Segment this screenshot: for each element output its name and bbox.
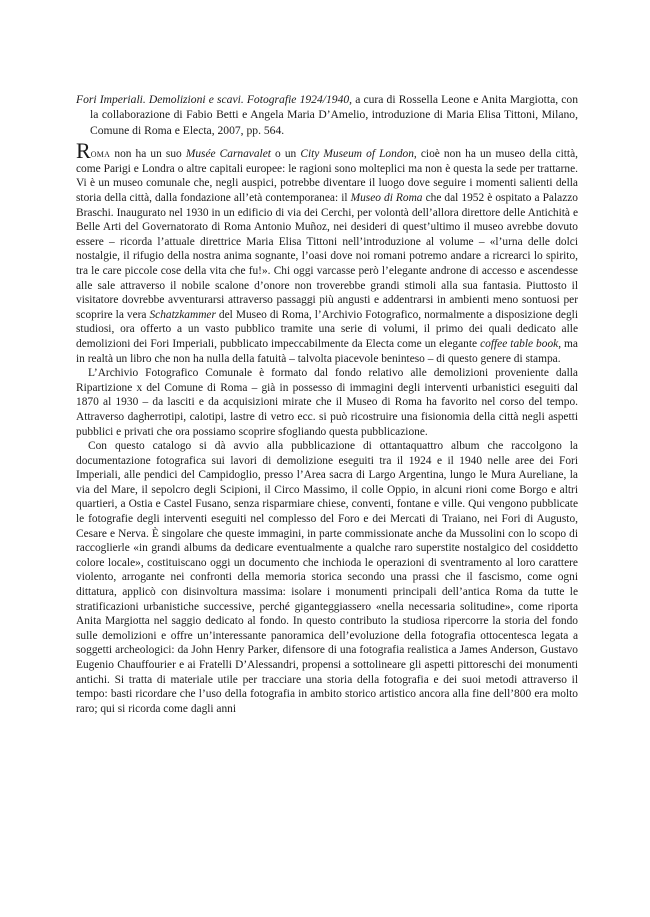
text-run: del Museo di Roma, l’Archivio Fotografico, normalmente a disposizione degli studiosi, ora offerto a un vasto pubblico tramite una serie di volumi, il primo dei quali dedicato alle demolizioni dei Fori Imperiali, pubblicato impeccabilmente da Electa come un elegante xyxy=(76,308,578,350)
drop-cap: R xyxy=(76,138,91,164)
italic-run: City Museum of London xyxy=(300,148,414,161)
italic-run: Musée Carnavalet xyxy=(185,148,271,161)
citation-details: , a cura di Rossella Leone e Anita Margiotta, con la collaborazione di Fabio Betti e Angela Maria D’Amelio, introduzione di Maria Elisa Tittoni, Milano, Comune di Roma e Electa, 2007, pp. 564. xyxy=(90,93,579,137)
text-run: che dal 1952 è ospitato a Palazzo Braschi. Inaugurato nel 1930 in un edificio di via dei Cerchi, per volontà dell’allora direttore delle Antichità e Belle Arti del Governatorato di Roma Antonio Muñoz, nei desideri di quest’ultimo il museo avrebbe dovuto essere – ricorda l’attuale direttrice Maria Elisa Tittoni nell’introduzione al volume – «l’urna delle dolci nostalgie, il rifugio della nostra anima sognante, l’oasi dove noi romani potremo andare a ricrearci lo spirito, tra le care piccole cose della vita che fu!». Chi oggi varcasse però l’elegante androne di accesso e ascendesse alle sale attraverso il nobile scalone d’onore non troverebbe grandi stimoli alla sua fantasia. Piuttosto il visitatore dovrebbe avventurarsi attraverso passaggi più angusti e addentrarsi in ambienti meno sontuosi per scoprire la vera xyxy=(76,192,578,321)
small-caps-word: oma xyxy=(90,148,111,161)
paragraph-3: Con questo catalogo si dà avvio alla pubblicazione di ottantaquattro album che raccolgono la documentazione fotografica sui lavori di demolizione eseguiti tra il 1924 e il 1940 nelle aree dei Fori Imperiali, alle pendici del Campidoglio, presso l’Area sacra di Largo Argentina, lungo le Mura Aureliane, la via del Mare, il sepolcro degli Scipioni, il Circo Massimo, il colle Oppio, in alcuni rioni come Borgo e altri quartieri, a Ostia e Castel Fusano, senza risparmiare chiese, conventi, fontane e ville. Qui vengono pubblicate le fotografie degli interventi eseguiti nel complesso del Foro e dei Mercati di Traiano, nei Fori di Augusto, Cesare e Nerva. È singolare che queste immagini, in parte commissionate anche da Mussolini con lo scopo di raccoglierle «in grandi albums da dedicare eventualmente a qualche raro superstite nostalgico del cosiddetto colore locale», costituiscano oggi un documento che inchioda le operazioni di sventramento al loro carattere violento, arrogante nei confronti della memoria storica secondo una prassi che il fascismo, come ogni dittatura, applicò con disinvoltura massima: isolare i monumenti principali dell’antica Roma da tutte le stratificazioni urbanistiche successive, perché giganteggiassero «nella necessaria solitudine», come riporta Anita Margiotta nel saggio dedicato al fondo. In questo contributo la studiosa ripercorre la storia del fondo sulle demolizioni e offre un’interessante panoramica dell’evoluzione della fotografia ottocentesca legata a soggetti archeologici: da John Henry Parker, difensore di una fotografia realistica a James Anderson, Gustavo Eugenio Chauffourier e ai Fratelli D’Alessandri, propensi a sottolineare gli aspetti pittoreschi dei monumenti antichi. Si tratta di materiale utile per tracciare una storia della fotografia e dei suoi metodi attraverso il tempo: basti ricordare che l’uso della fotografia in ambito storico artistico ancora alla fine dell’800 era molto raro; qui si ricorda come dagli anni xyxy=(76,440,578,715)
italic-run: Museo di Roma xyxy=(350,192,423,204)
book-title: Fori Imperiali. Demolizioni e scavi. Fotografie 1924/1940 xyxy=(76,93,350,106)
text-run: o un xyxy=(270,148,301,161)
text-run: , cioè non ha un museo della città, come Parigi e Londra o altre capitali europee: le ragioni sono molteplici ma non è questa la sede per trattarne. Vi è un museo comunale che, negli auspici, potrebbe diventare il luogo dove seguire i momenti salienti della storia della città, dalla fondazione all’età contemporanea: il xyxy=(76,148,579,204)
review-body xyxy=(76,138,579,716)
text-run: non ha un suo xyxy=(110,148,186,161)
paragraph-1 xyxy=(76,138,579,366)
text-run: , ma in realtà un libro che non ha nulla della fatuità – talvolta piacevole beninteso – di questo genere di stampa. xyxy=(76,337,578,365)
italic-run: coffee table book xyxy=(480,337,559,350)
review-page xyxy=(76,92,578,716)
book-citation xyxy=(76,92,578,138)
paragraph-2: L’Archivio Fotografico Comunale è formato dal fondo relativo alle demolizioni proveniente dalla Ripartizione x del Comune di Roma – già in possesso di immagini degli interventi urbanistici eseguiti dal 1870 al 1930 – da lasciti e da acquisizioni mirate che il Museo di Roma ha favorito nel corso del tempo. Attraverso dagherrotipi, calotipi, lastre di vetro ecc. si può ricostruire una fisionomia della città negli aspetti pubblici e privati che ora possiamo scoprire sfogliando questa pubblicazione. xyxy=(76,367,578,438)
italic-run: Schatzkammer xyxy=(149,308,216,321)
